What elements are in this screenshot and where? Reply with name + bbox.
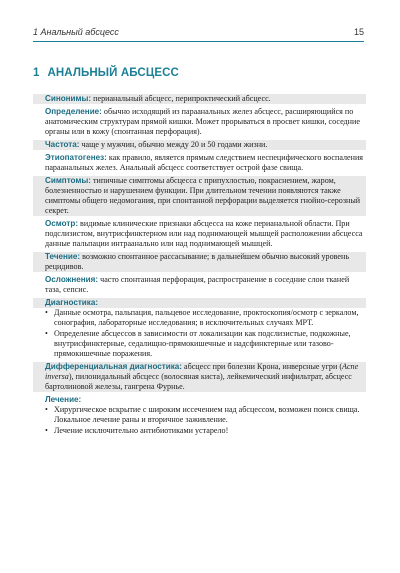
synonyms-text: перианальный абсцесс, перипроктический абсцесс. <box>91 94 271 103</box>
treatment-list <box>33 405 366 436</box>
differential-italic-term: Acne inversa <box>45 362 359 381</box>
course-text: возможно спонтанное рассасывание; в дальнейшем обычно высокий уровень рецидивов. <box>45 252 350 271</box>
symptoms-text: типичные симптомы абсцесса с припухлостью, покраснением, жаром, болезненностью и нарушением функции. При длительном течении появляются также симптомы общего недомогания, при спонтанной перфорации выделяется гнойно-серозный секрет. <box>45 176 361 215</box>
chapter-number: 1 <box>33 67 40 79</box>
course-term: Течение: <box>45 252 81 261</box>
differential-term: Дифференциальная диагностика: <box>45 362 182 371</box>
symptoms-section <box>33 176 366 216</box>
definition-term: Определение: <box>45 107 102 116</box>
complications-section <box>33 275 366 295</box>
diagnostics-heading <box>33 298 366 308</box>
frequency-term: Частота: <box>45 140 80 149</box>
list-item: • Определение абсцессов в зависимости от локализации как подслизистые, подкожные, внутрисфинктерные, седалищно-прямокишечные и надсфинктерные или тазово-прямокишечные поражения. <box>45 329 366 359</box>
synonyms-term: Синонимы: <box>45 94 92 103</box>
exam-text: видимые клинические признаки абсцесса на коже перианальной области. При подслизистом, внутрисфинктерном или над поднимающей мышцей расположении абсцесса данные пальпации интраанально или над поднимающей мышцей. <box>45 219 363 248</box>
definition-text: обычно исходящий из параанальных желез абсцесс, расширяющийся по анатомическим структурам прямой кишки. Может прорываться в просвет кишки, соседние органы или в кожу (спонтанная перфорация). <box>45 107 360 136</box>
complications-term: Осложнения: <box>45 275 99 284</box>
complications-text: часто спонтанная перфорация, распространение в соседние слои тканей таза, сепсис. <box>45 275 350 294</box>
etiopathogenesis-section <box>33 153 366 173</box>
exam-term: Осмотр: <box>45 219 79 228</box>
etiopathogenesis-text: как правило, является прямым следствием неспецифического воспаления параанальных желез. Анальный абсцесс соответствует острой фазе свища. <box>45 153 364 172</box>
article-body <box>33 94 366 437</box>
treatment-term: Лечение: <box>45 395 82 404</box>
list-item: • Хирургическое вскрытие с широким иссечением над абсцессом, возможен поиск свища. Локальное лечение раны и вторичное заживление. <box>45 405 366 425</box>
treatment-heading <box>33 395 366 405</box>
differential-section <box>33 362 366 392</box>
diagnostics-list <box>33 308 366 359</box>
differential-text-before: абсцесс при болезни Крона, инверсные угри ( <box>181 362 343 371</box>
frequency-section <box>33 140 366 150</box>
running-title: 1 Анальный абсцесс <box>33 27 119 37</box>
etiopathogenesis-term: Этиопатогенез: <box>45 153 107 162</box>
definition-section <box>33 107 366 137</box>
page-number: 15 <box>353 27 364 37</box>
chapter-title: АНАЛЬНЫЙ АБСЦЕСС <box>47 67 179 79</box>
exam-section <box>33 219 366 249</box>
list-item: • Данные осмотра, пальпация, пальцевое исследование, проктоскопия/осмотр с зеркалом, сонография, лабораторные исследования; в исключительных случаях МРТ. <box>45 308 366 328</box>
frequency-text: чаще у мужчин, обычно между 20 и 50 годами жизни. <box>79 140 268 149</box>
diagnostics-term: Диагностика: <box>45 298 99 307</box>
list-item: • Лечение исключительно антибиотиками устарело! <box>45 426 366 436</box>
running-header <box>33 23 364 42</box>
chapter-heading <box>33 67 179 79</box>
symptoms-term: Симптомы: <box>45 176 91 185</box>
course-section <box>33 252 366 272</box>
synonyms-section <box>33 94 366 104</box>
differential-text-after: ), пилонидальный абсцесс (волосяная киста), лейкемический инфильтрат, абсцесс бартолиновой железы, гангрена Фурнье. <box>45 372 352 391</box>
